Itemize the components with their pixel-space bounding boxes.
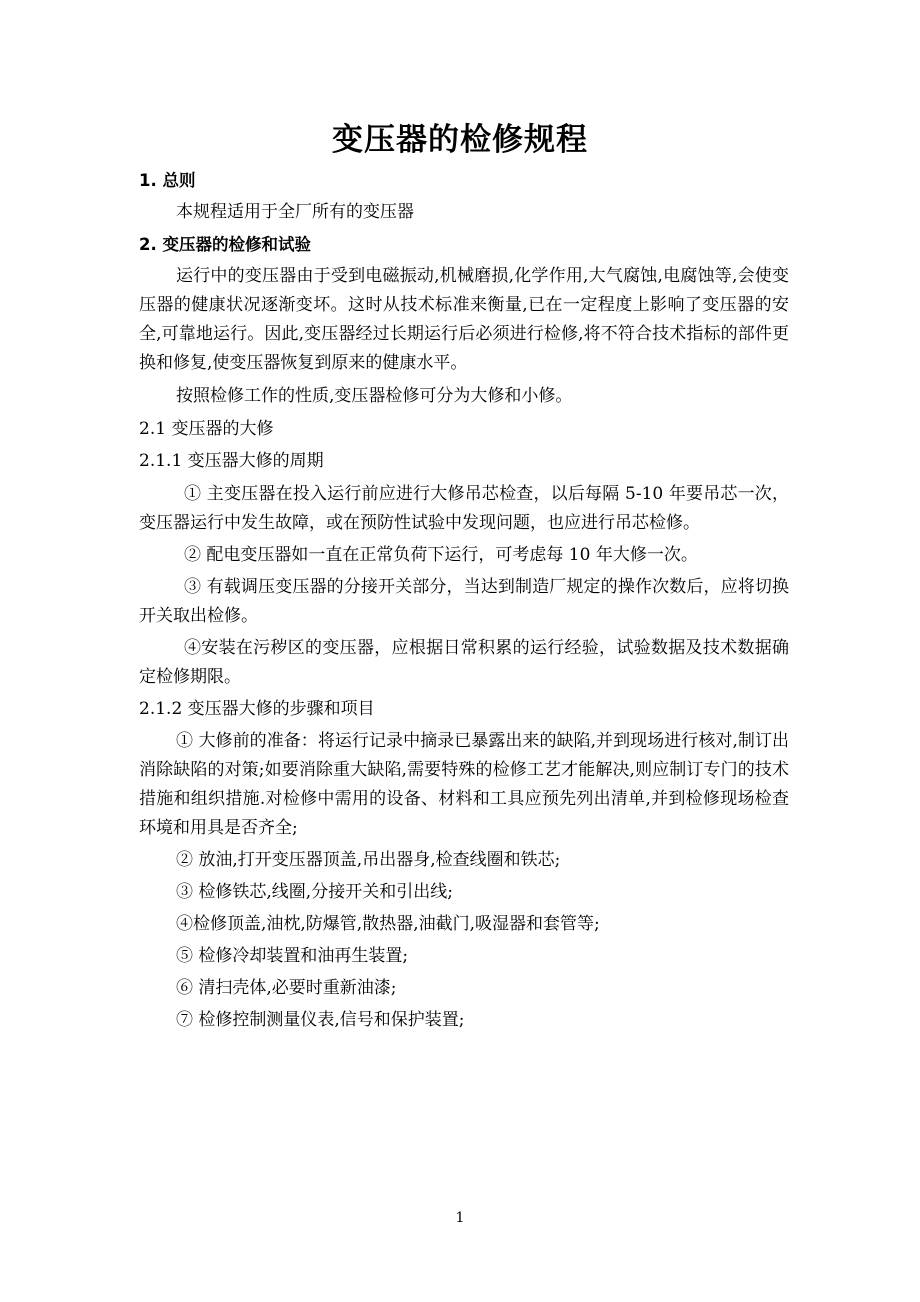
section-2-intro-paragraph: 运行中的变压器由于受到电磁振动,机械磨损,化学作用,大气腐蚀,电腐蚀等,会使变压器的健康状况逐渐变坏。这时从技术标准来衡量,已在一定程度上影响了变压器的安全,可靠地运行。因此,变压器经过长期运行后必须进行检修,将不符合技术指标的部件更换和修复,使变压器恢复到原来的健康水平。 xyxy=(139,266,789,373)
list-item: ⑥ 清扫壳体,必要时重新油漆; xyxy=(176,978,397,998)
list-item: ① 大修前的准备：将运行记录中摘录已暴露出来的缺陷,并到现场进行核对,制订出消除缺陷的对策;如要消除重大缺陷,需要特殊的检修工艺才能解决,则应制订专门的技术措施和组织措施.对检修中需用的设备、材料和工具应预先列出清单,并到检修现场检查环境和用具是否齐全; xyxy=(139,731,789,838)
section-1-body: 本规程适用于全厂所有的变压器 xyxy=(176,202,414,222)
document-title: 变压器的检修规程 xyxy=(332,122,588,158)
section-1-heading: 1. 总则 xyxy=(139,171,196,190)
section-2-heading: 2. 变压器的检修和试验 xyxy=(139,235,311,254)
list-item: ④检修顶盖,油枕,防爆管,散热器,油截门,吸湿器和套管等; xyxy=(176,914,600,934)
list-item: ② 配电变压器如一直在正常负荷下运行，可考虑每 10 年大修一次。 xyxy=(184,545,698,565)
document-body xyxy=(139,166,789,1035)
list-item: ⑤ 检修冷却装置和油再生装置; xyxy=(176,946,409,966)
section-2-classification-paragraph: 按照检修工作的性质,变压器检修可分为大修和小修。 xyxy=(176,386,573,406)
page-number: 1 xyxy=(455,1210,465,1226)
list-item: ③ 检修铁芯,线圈,分接开关和引出线; xyxy=(176,882,453,902)
list-item: ④安装在污秽区的变压器，应根据日常积累的运行经验，试验数据及技术数据确定检修期限。 xyxy=(139,638,789,687)
list-item: ② 放油,打开变压器顶盖,吊出器身,检查线圈和铁芯; xyxy=(176,850,561,870)
list-item: ① 主变压器在投入运行前应进行大修吊芯检查，以后每隔 5-10 年要吊芯一次，变压器运行中发生故障，或在预防性试验中发现问题，也应进行吊芯检修。 xyxy=(139,484,789,533)
section-2-1-heading: 2.1 变压器的大修 xyxy=(139,419,274,439)
list-item: ③ 有载调压变压器的分接开关部分，当达到制造厂规定的操作次数后，应将切换开关取出检修。 xyxy=(139,577,789,626)
section-2-1-2-heading: 2.1.2 变压器大修的步骤和项目 xyxy=(139,699,375,719)
section-2-1-1-heading: 2.1.1 变压器大修的周期 xyxy=(139,451,324,471)
list-item: ⑦ 检修控制测量仪表,信号和保护装置; xyxy=(176,1010,465,1030)
